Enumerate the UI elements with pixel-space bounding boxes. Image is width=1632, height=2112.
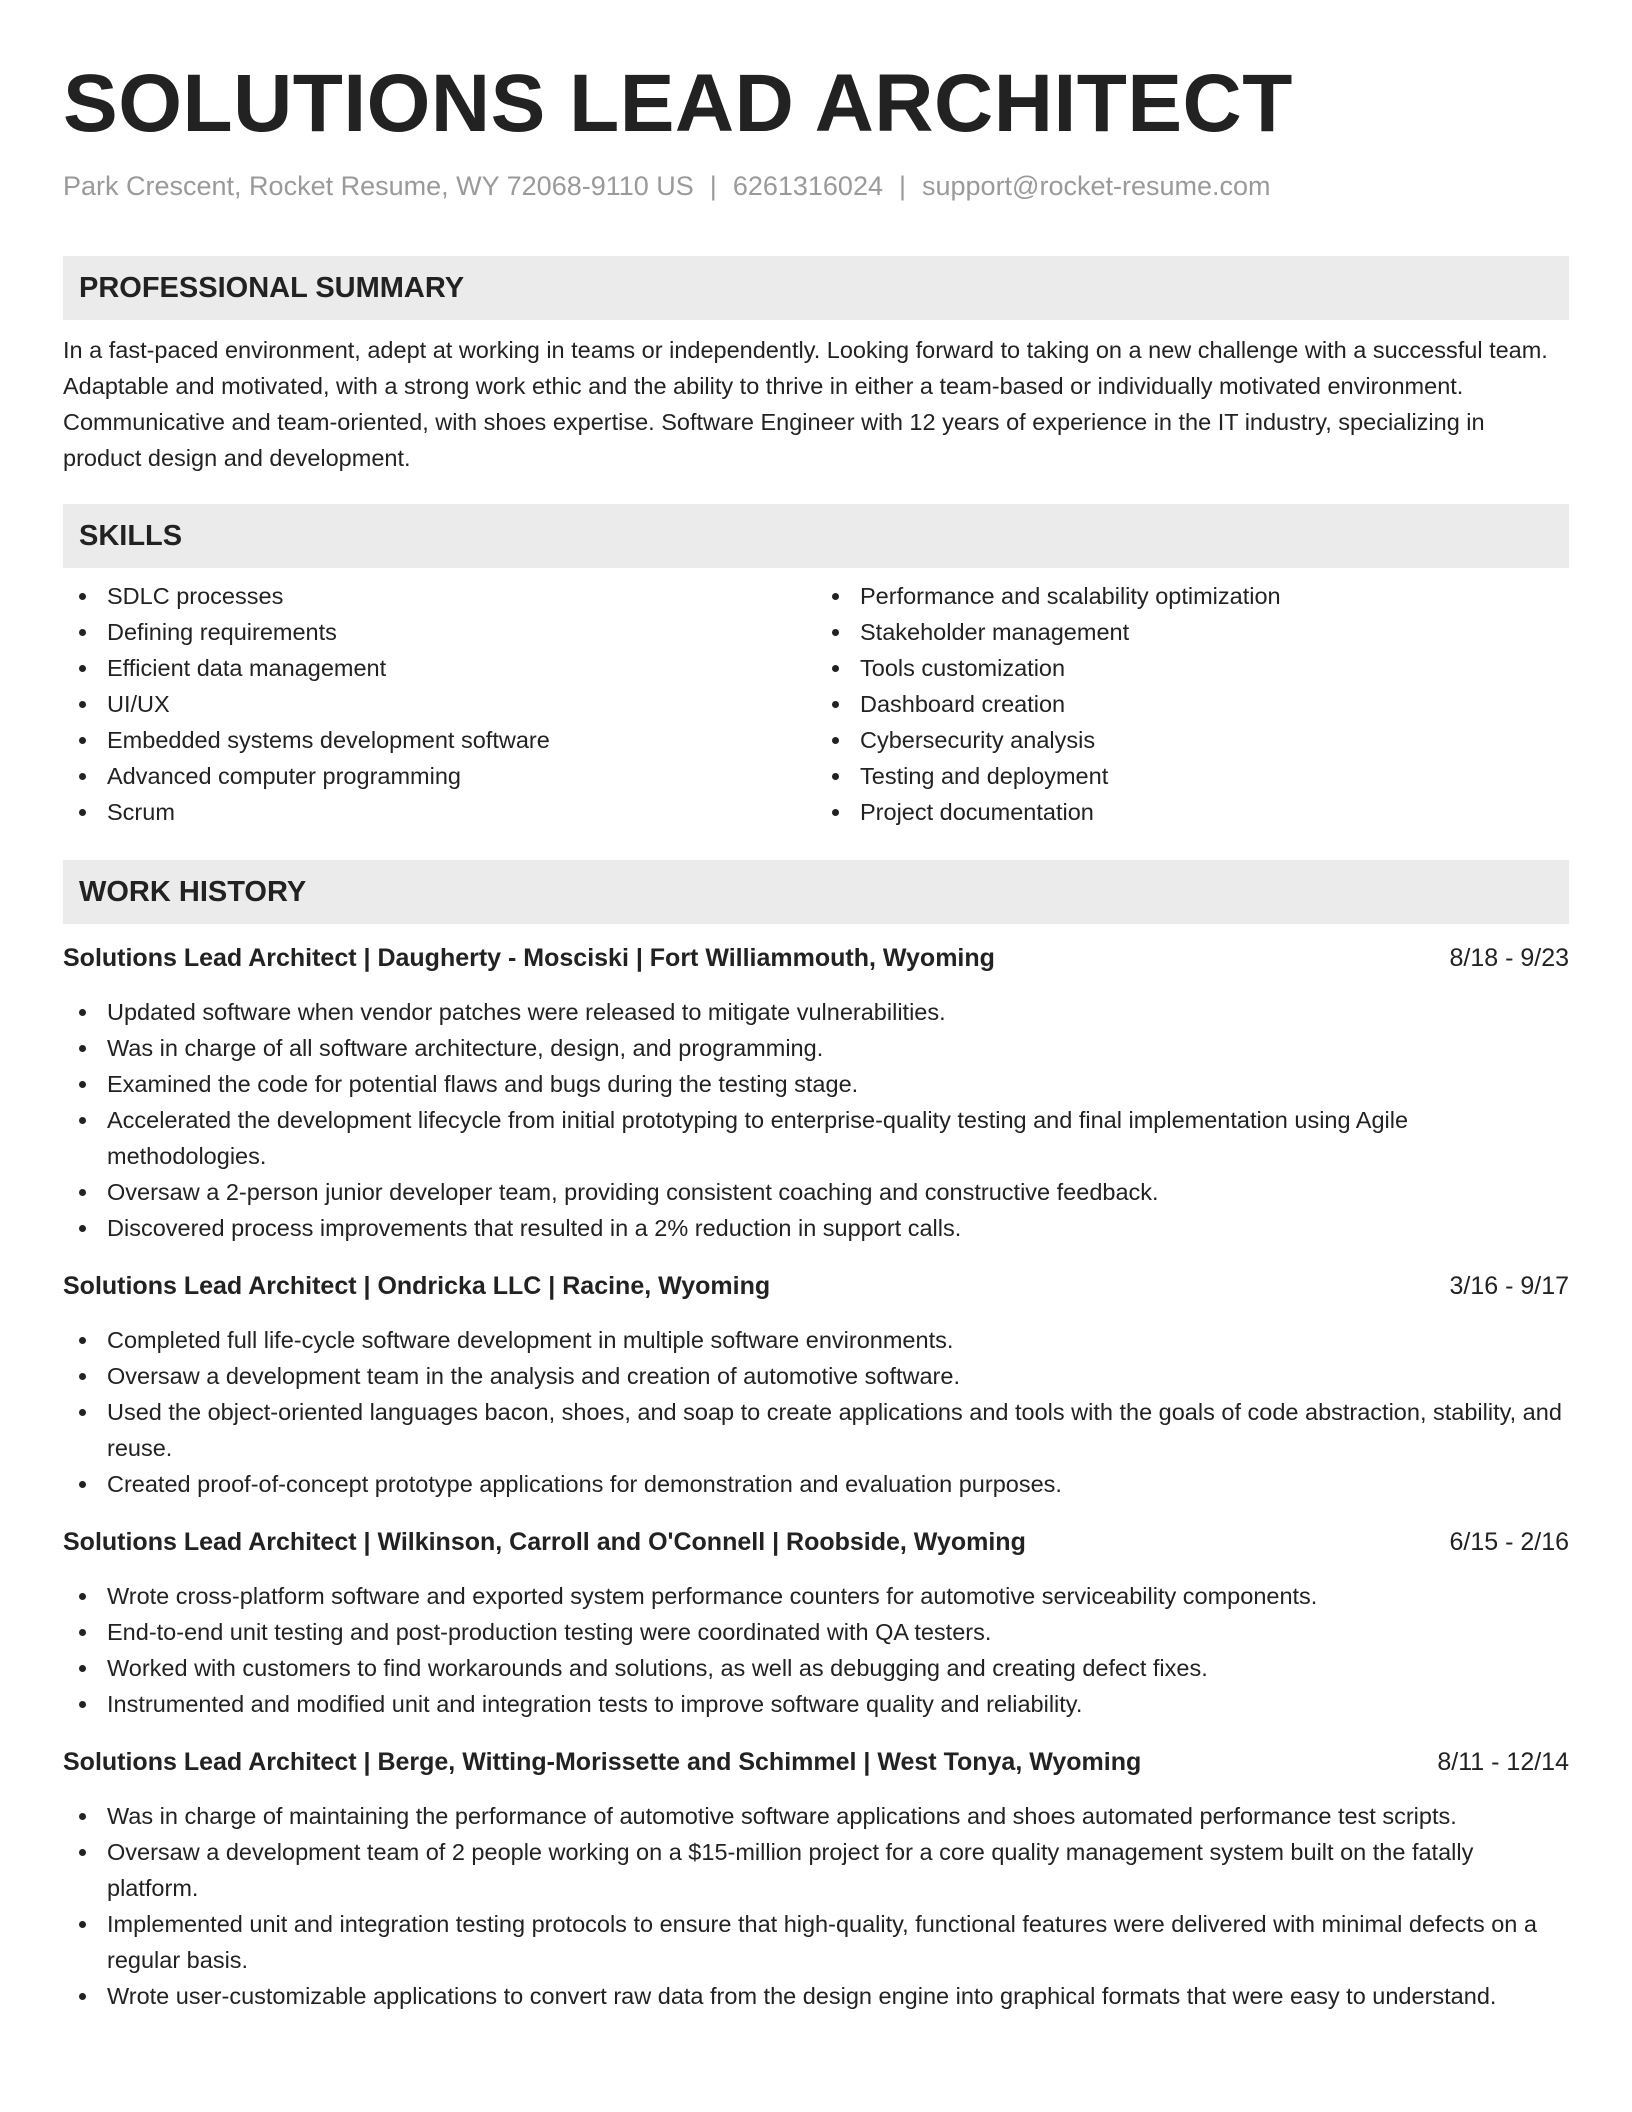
job-bullet: Was in charge of maintaining the performance of automotive software applications and shoes automated performance test scripts. [63,1798,1569,1834]
skill-item: Defining requirements [63,614,816,650]
resume-title: SOLUTIONS LEAD ARCHITECT [63,58,1293,149]
skill-item: SDLC processes [63,578,816,614]
job-header [63,1268,1569,1304]
skills-list-left [63,578,816,830]
job-header [63,940,1569,976]
job-entry [63,1524,1569,1722]
job-dates: 8/18 - 9/23 [1449,944,1569,972]
job-bullets [63,1578,1569,1722]
skills-column-right [816,578,1569,830]
job-bullet: Oversaw a development team of 2 people working on a $15-million project for a core quality management system built on the fatally platform. [63,1834,1569,1906]
contact-separator: | [898,171,906,201]
job-entry [63,1268,1569,1502]
job-dates: 3/16 - 9/17 [1449,1272,1569,1300]
work-history-heading: WORK HISTORY [63,860,1569,924]
skill-item: Tools customization [816,650,1569,686]
contact-phone: 6261316024 [732,171,883,201]
job-bullet: Wrote user-customizable applications to convert raw data from the design engine into graphical formats that were easy to understand. [63,1978,1569,2014]
skills-heading: SKILLS [63,504,1569,568]
skill-item: Embedded systems development software [63,722,816,758]
skills-column-left [63,578,816,830]
job-bullet: Instrumented and modified unit and integration tests to improve software quality and reliability. [63,1686,1569,1722]
job-bullet: Discovered process improvements that resulted in a 2% reduction in support calls. [63,1210,1569,1246]
job-bullet: Created proof-of-concept prototype applications for demonstration and evaluation purposes. [63,1466,1569,1502]
skill-item: Testing and deployment [816,758,1569,794]
job-bullet: Updated software when vendor patches were released to mitigate vulnerabilities. [63,994,1569,1030]
contact-email: support@rocket-resume.com [922,171,1271,201]
job-bullet: End-to-end unit testing and post-production testing were coordinated with QA testers. [63,1614,1569,1650]
skill-item: Stakeholder management [816,614,1569,650]
job-dates: 8/11 - 12/14 [1437,1748,1569,1776]
skill-item: Project documentation [816,794,1569,830]
skills-list-right [816,578,1569,830]
job-title: Solutions Lead Architect | Daugherty - Mosciski | Fort Williammouth, Wyoming [63,944,995,972]
job-bullet: Oversaw a 2-person junior developer team, providing consistent coaching and constructive feedback. [63,1174,1569,1210]
skill-item: Scrum [63,794,816,830]
work-history-list [63,940,1569,2014]
job-dates: 6/15 - 2/16 [1449,1528,1569,1556]
contact-line [63,168,1569,204]
skill-item: Cybersecurity analysis [816,722,1569,758]
job-bullet: Oversaw a development team in the analysis and creation of automotive software. [63,1358,1569,1394]
job-bullet: Examined the code for potential flaws and bugs during the testing stage. [63,1066,1569,1102]
job-bullet: Completed full life-cycle software development in multiple software environments. [63,1322,1569,1358]
job-entry [63,1744,1569,2014]
skills-grid [63,578,1569,830]
skill-item: Advanced computer programming [63,758,816,794]
job-bullet: Used the object-oriented languages bacon, shoes, and soap to create applications and tools with the goals of code abstraction, stability, and reuse. [63,1394,1569,1466]
job-header [63,1744,1569,1780]
job-bullet: Implemented unit and integration testing protocols to ensure that high-quality, functional features were delivered with minimal defects on a regular basis. [63,1906,1569,1978]
job-title: Solutions Lead Architect | Ondricka LLC | Racine, Wyoming [63,1272,771,1300]
job-bullet: Accelerated the development lifecycle from initial prototyping to enterprise-quality testing and final implementation using Agile methodologies. [63,1102,1569,1174]
job-bullets [63,1322,1569,1502]
job-bullets [63,1798,1569,2014]
contact-separator: | [709,171,717,201]
contact-address: Park Crescent, Rocket Resume, WY 72068-9110 US [63,171,694,201]
job-entry [63,940,1569,1246]
skill-item: Dashboard creation [816,686,1569,722]
job-bullet: Worked with customers to find workarounds and solutions, as well as debugging and creating defect fixes. [63,1650,1569,1686]
skill-item: Efficient data management [63,650,816,686]
job-title: Solutions Lead Architect | Wilkinson, Carroll and O'Connell | Roobside, Wyoming [63,1528,1026,1556]
job-header [63,1524,1569,1560]
skill-item: Performance and scalability optimization [816,578,1569,614]
summary-heading: PROFESSIONAL SUMMARY [63,256,1569,320]
job-bullet: Was in charge of all software architecture, design, and programming. [63,1030,1569,1066]
skill-item: UI/UX [63,686,816,722]
job-bullets [63,994,1569,1246]
job-title: Solutions Lead Architect | Berge, Witting-Morissette and Schimmel | West Tonya, Wyoming [63,1748,1142,1776]
job-bullet: Wrote cross-platform software and exported system performance counters for automotive serviceability components. [63,1578,1569,1614]
summary-text: In a fast-paced environment, adept at working in teams or independently. Looking forward to taking on a new challenge with a successful team. Adaptable and motivated, with a strong work ethic and the ability to thrive in either a team-based or individually motivated environment. Communicative and team-oriented, with shoes expertise. Software Engineer with 12 years of experience in the IT industry, specializing in product design and development. [63,337,1548,471]
